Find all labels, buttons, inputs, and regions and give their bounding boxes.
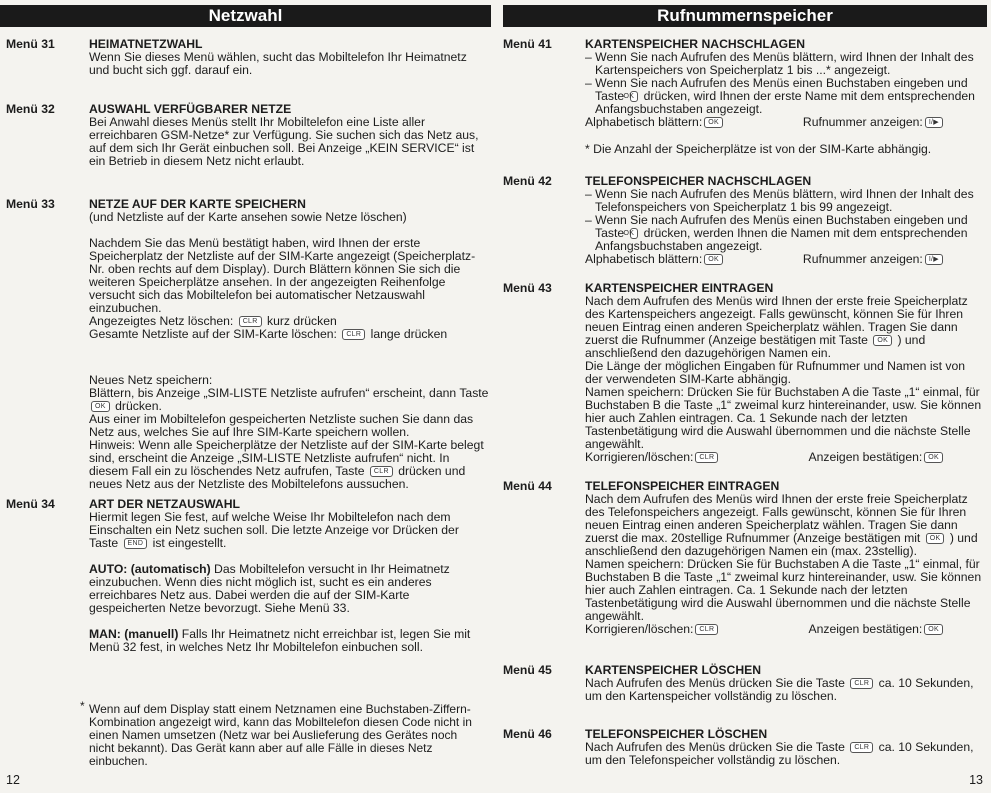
ok-key-icon: OK [873,335,892,346]
section-text: Die Länge der möglichen Eingaben für Rufnummer und Namen ist von der verwendeten SIM-Karte abhängig. [585,359,966,386]
menu-number: Menü 42 [503,174,552,188]
section-text: Bei Anwahl dieses Menüs stellt Ihr Mobiltelefon eine Liste aller erreichbaren GSM-Netze* zur Verfügung. Sie suchen sich das Netz aus, auf dem sich Ihr Gerät einbuchen soll. Bei Anzeige „KEIN SERVICE“ ist ein Betrieb in diesem Netz nicht erlaubt. [89,115,479,168]
section-text: MAN: (manuell) Falls Ihr Heimatnetz nicht erreichbar ist, legen Sie mit Menü 32 fest, in welches Netz Ihr Mobiltelefon einbuchen soll. [89,627,471,654]
footnote: * Wenn auf dem Display statt einem Netznamen eine Buchstaben-Ziffern-Kombination angezeigt wird, kann das Mobiltelefon diesen Code nicht in einen Namen umsetzen (Netz war bei Auslieferung des Gerätes noch nicht bekannt). Das Gerät kann aber auf alle Fälle in dieses Netz einbuchen. [80,699,472,768]
send-key-icon: I/▶ [925,117,943,128]
section-text: Gesamte Netzliste auf der SIM-Karte löschen: CLR lange drücken [89,327,448,341]
ok-key-icon: OK [926,533,945,544]
clr-key-icon: CLR [370,466,393,477]
clr-key-icon: CLR [850,678,873,689]
section-title: HEIMATNETZWAHL [89,37,203,51]
ok-key-icon: OK [704,254,723,265]
section-text: Namen speichern: Drücken Sie für Buchstaben A die Taste „1“ einmal, für Buchstaben B die Taste „1“ zweimal kurz hintereinander, usw. Sie können hier auch Zahlen eintragen. Ca. 1 Sekunde nach der letzten Tastenbetätigung wird die Auswahl übernommen und die nächste Stelle angewählt. [585,385,982,451]
key-row: Korrigieren/löschen: CLR Anzeigen bestätigen: OK [585,451,985,464]
section-title: KARTENSPEICHER LÖSCHEN [585,663,762,677]
clr-key-icon: CLR [342,329,365,340]
section-header: Rufnummernspeicher [503,5,987,27]
section-text: AUTO: (automatisch) Das Mobiltelefon versucht in Ihr Heimatnetz einzubuchen. Wenn dies nicht möglich ist, sucht es ein anderes erreichbares Netz aus. Dabei werden die auf der SIM-Karte gespeicherten Netze bevorzugt. Siehe Menü 33. [89,562,450,615]
menu-number: Menü 46 [503,727,552,741]
send-key-icon: I/▶ [925,254,943,265]
menu-number: Menü 44 [503,479,552,493]
section-text: Nach Aufrufen des Menüs drücken Sie die Taste CLR ca. 10 Sekunden, um den Kartenspeicher vollständig zu löschen. [585,676,974,703]
end-key-icon: END [124,538,148,549]
menu-number: Menü 33 [6,197,55,211]
section-subtitle: (und Netzliste auf der Karte ansehen sowie Netze löschen) [89,210,407,224]
menu-number: Menü 32 [6,102,55,116]
left-page [0,0,495,793]
section-title: TELEFONSPEICHER LÖSCHEN [585,727,768,741]
ok-key-icon: OK [630,91,639,102]
section-text: Nachdem Sie das Menü bestätigt haben, wird Ihnen der erste Speicherplatz der Netzliste auf der SIM-Karte angezeigt (Speicherplatz-Nr. oben rechts auf dem Display). Durch Blättern können Sie sich die weiteren Speicherplätze ansehen. In der angezeigten Reihenfolge versucht sich das Mobiltelefon bei automatischer Netzauswahl einzubuchen. [89,236,476,315]
key-row: Alphabetisch blättern: OK Rufnummer anzeigen: I/▶ [585,116,985,129]
section-title: ART DER NETZAUSWAHL [89,497,240,511]
section-text: Namen speichern: Drücken Sie für Buchstaben A die Taste „1“ einmal, für Buchstaben B die Taste „1“ zweimal kurz hintereinander, usw. Sie können hier auch Zahlen eintragen. Ca. 1 Sekunde nach der letzten Tastenbetätigung wird die Auswahl übernommen und die nächste Stelle angewählt. [585,557,982,623]
section-text: Aus einer im Mobiltelefon gespeicherten Netzliste suchen Sie dann das Netz aus, welches Sie auf Ihre SIM-Karte speichern wollen. [89,412,474,439]
menu-number: Menü 45 [503,663,552,677]
section-text: Angezeigtes Netz löschen: CLR kurz drücken [89,314,337,328]
clr-key-icon: CLR [239,316,262,327]
section-text: – Wenn Sie nach Aufrufen des Menüs einen Buchstaben eingeben und Taste OK drücken, werden Ihnen die Namen mit dem entsprechenden Anfangsbuchstaben angezeigt. [585,213,968,253]
section-title: AUSWAHL VERFÜGBARER NETZE [89,102,292,116]
section-text: Wenn Sie dieses Menü wählen, sucht das Mobiltelefon Ihr Heimatnetz und bucht sich ggf. darauf ein. [89,50,467,77]
menu-number: Menü 34 [6,497,55,511]
section-title: TELEFONSPEICHER EINTRAGEN [585,479,780,493]
section-text: Nach dem Aufrufen des Menüs wird Ihnen der erste freie Speicherplatz des Kartenspeichers angezeigt. Falls gewünscht, können Sie für Ihren neuen Eintrag einen anderen Speicherplatz wählen. Tragen Sie dann zuerst die Rufnummer (Anzeige bestätigen mit Taste OK ) und anschließend den dazugehörigen Namen ein. [585,294,968,360]
section-header: Netzwahl [0,5,491,27]
section-text: – Wenn Sie nach Aufrufen des Menüs blättern, wird Ihnen der Inhalt des Kartenspeichers von Speicherplatz 1 bis ...* angezeigt. [585,50,974,77]
section-text: Hiermit legen Sie fest, auf welche Weise Ihr Mobiltelefon nach dem Einschalten ein Netz suchen soll. Die letzte Anzeige vor Drücken der Taste END ist eingestellt. [89,510,459,550]
section-title: NETZE AUF DER KARTE SPEICHERN [89,197,306,211]
section-title: KARTENSPEICHER EINTRAGEN [585,281,774,295]
page-number: 12 [6,773,20,787]
section-text: – Wenn Sie nach Aufrufen des Menüs blättern, wird Ihnen der Inhalt des Telefonspeichers von Speicherplatz 1 bis 99 angezeigt. [585,187,974,214]
key-row: Alphabetisch blättern: OK Rufnummer anzeigen: I/▶ [585,253,985,266]
ok-key-icon: OK [630,228,639,239]
ok-key-icon: OK [924,624,943,635]
section-note: * Die Anzahl der Speicherplätze ist von der SIM-Karte abhängig. [585,142,932,156]
ok-key-icon: OK [704,117,723,128]
menu-number: Menü 31 [6,37,55,51]
page-number: 13 [969,773,983,787]
clr-key-icon: CLR [850,742,873,753]
section-text: Blättern, bis Anzeige „SIM-LISTE Netzliste aufrufen“ erscheint, dann Taste OK drücken. [89,386,489,413]
section-text: Nach dem Aufrufen des Menüs wird Ihnen der erste freie Speicherplatz des Telefonspeichers angezeigt. Falls gewünscht, können Sie für Ihren neuen Eintrag einen anderen Speicherplatz wählen. Tragen Sie dann zuerst die max. 20stellige Rufnummer (Anzeige bestätigen mit OK ) und anschließend den dazugehörigen Namen ein (max. 23stellig). [585,492,978,558]
right-page [497,0,991,793]
section-text: Hinweis: Wenn alle Speicherplätze der Netzliste auf der SIM-Karte belegt sind, erscheint die Anzeige „SIM-LISTE Netzliste aufrufen“ nicht. In diesem Fall ein zu löschendes Netz aufrufen, Taste CLR drücken und neues Netz aus der Netzliste des Mobiltelefons aussuchen. [89,438,484,491]
section-title: TELEFONSPEICHER NACHSCHLAGEN [585,174,812,188]
key-row: Korrigieren/löschen: CLR Anzeigen bestätigen: OK [585,623,985,636]
section-text: Neues Netz speichern: [89,373,213,387]
menu-number: Menü 43 [503,281,552,295]
ok-key-icon: OK [924,452,943,463]
menu-number: Menü 41 [503,37,552,51]
clr-key-icon: CLR [695,452,718,463]
section-text: Nach Aufrufen des Menüs drücken Sie die Taste CLR ca. 10 Sekunden, um den Telefonspeicher vollständig zu löschen. [585,740,974,767]
ok-key-icon: OK [91,401,110,412]
clr-key-icon: CLR [695,624,718,635]
section-text: – Wenn Sie nach Aufrufen des Menüs einen Buchstaben eingeben und Taste OK drücken, wird Ihnen der erste Name mit dem entsprechenden Anfangsbuchstaben angezeigt. [585,76,975,116]
section-title: KARTENSPEICHER NACHSCHLAGEN [585,37,806,51]
